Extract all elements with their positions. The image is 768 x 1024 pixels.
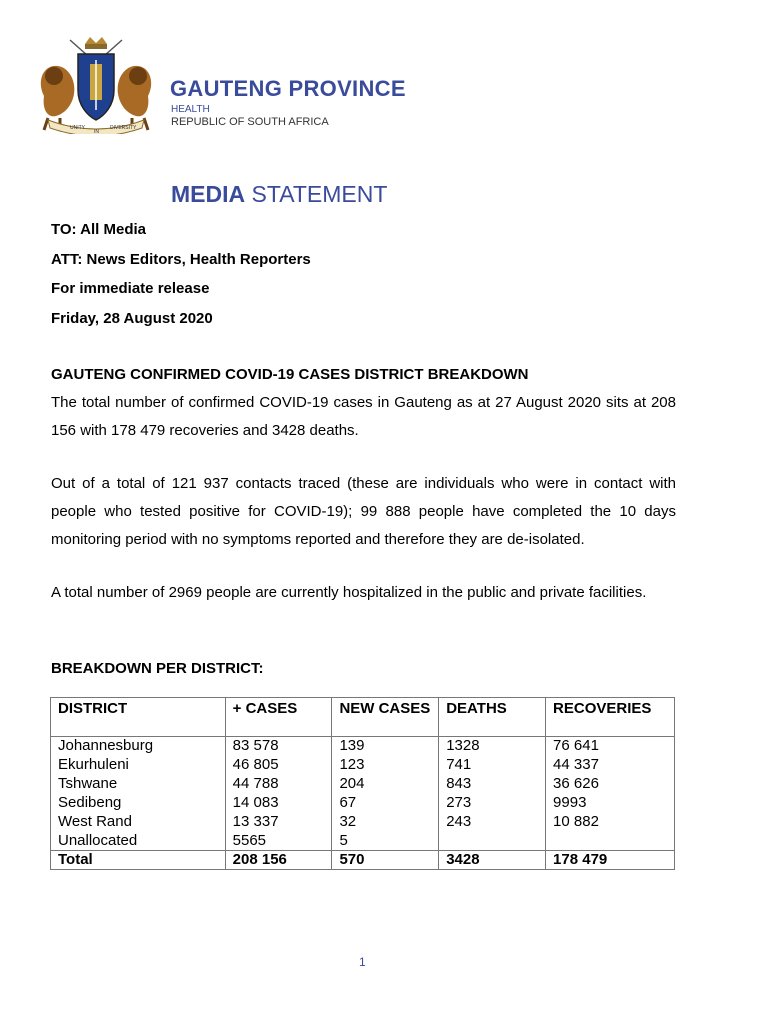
cell-new-cases: 204 bbox=[332, 775, 439, 794]
table-row bbox=[51, 813, 675, 832]
page-number: 1 bbox=[359, 955, 366, 969]
cell-deaths: 843 bbox=[439, 775, 546, 794]
department-label: HEALTH bbox=[171, 104, 210, 115]
cell-deaths: 273 bbox=[439, 794, 546, 813]
cell-district: West Rand bbox=[51, 813, 226, 832]
header-new-cases: NEW CASES bbox=[332, 698, 439, 737]
attention-line: ATT: News Editors, Health Reporters bbox=[51, 251, 311, 268]
right-lion-icon bbox=[118, 66, 152, 130]
cell-cases: 5565 bbox=[225, 832, 332, 851]
cell-recoveries bbox=[546, 832, 675, 851]
media-statement-title bbox=[171, 181, 387, 208]
paragraph-contacts-traced: Out of a total of 121 937 contacts traced (these are individuals who were in contact with people who tested positive for COVID-19); 99 888 people have completed the 10 days monitoring period with no symptoms reported and therefore they are de-isolated. bbox=[51, 475, 676, 548]
table-row bbox=[51, 737, 675, 756]
media-statement-regular: STATEMENT bbox=[245, 181, 388, 207]
cell-new-cases: 139 bbox=[332, 737, 439, 756]
cell-cases: 46 805 bbox=[225, 756, 332, 775]
cell-cases: 14 083 bbox=[225, 794, 332, 813]
province-title: GAUTENG PROVINCE bbox=[170, 76, 406, 101]
district-breakdown-table bbox=[50, 697, 675, 870]
breakdown-title: BREAKDOWN PER DISTRICT: bbox=[51, 660, 264, 677]
total-recoveries: 178 479 bbox=[546, 851, 675, 870]
cell-new-cases: 67 bbox=[332, 794, 439, 813]
paragraph-hospitalized: A total number of 2969 people are currently hospitalized in the public and private facilities. bbox=[51, 584, 647, 601]
cell-district: Ekurhuleni bbox=[51, 756, 226, 775]
cell-recoveries: 76 641 bbox=[546, 737, 675, 756]
media-statement-bold: MEDIA bbox=[171, 181, 246, 207]
header-recoveries: RECOVERIES bbox=[546, 698, 675, 737]
table-row bbox=[51, 832, 675, 851]
gauteng-coat-of-arms bbox=[30, 34, 162, 134]
cell-deaths: 741 bbox=[439, 756, 546, 775]
motto-scroll bbox=[48, 120, 144, 134]
cell-new-cases: 123 bbox=[332, 756, 439, 775]
table-header-row bbox=[51, 698, 675, 737]
cell-district: Tshwane bbox=[51, 775, 226, 794]
table-row bbox=[51, 794, 675, 813]
total-new-cases: 570 bbox=[332, 851, 439, 870]
total-label: Total bbox=[51, 851, 226, 870]
table-row bbox=[51, 756, 675, 775]
cell-cases: 44 788 bbox=[225, 775, 332, 794]
cell-recoveries: 9993 bbox=[546, 794, 675, 813]
motto-right: DIVERSITY bbox=[110, 125, 137, 131]
cell-recoveries: 10 882 bbox=[546, 813, 675, 832]
cell-cases: 13 337 bbox=[225, 813, 332, 832]
cell-recoveries: 36 626 bbox=[546, 775, 675, 794]
cell-recoveries: 44 337 bbox=[546, 756, 675, 775]
cell-district: Johannesburg bbox=[51, 737, 226, 756]
table-total-row bbox=[51, 851, 675, 870]
header-cases: + CASES bbox=[225, 698, 332, 737]
cell-cases: 83 578 bbox=[225, 737, 332, 756]
crown-icon bbox=[85, 37, 107, 49]
country-label: REPUBLIC OF SOUTH AFRICA bbox=[171, 116, 329, 128]
header-deaths: DEATHS bbox=[439, 698, 546, 737]
motto-left: UNITY bbox=[70, 125, 85, 131]
cell-deaths: 1328 bbox=[439, 737, 546, 756]
paragraph-cases-summary: The total number of confirmed COVID-19 cases in Gauteng as at 27 August 2020 sits at 208 156 with 178 479 recoveries and 3428 deaths. bbox=[51, 394, 676, 439]
section-heading: GAUTENG CONFIRMED COVID-19 CASES DISTRICT BREAKDOWN bbox=[51, 366, 529, 383]
table-row bbox=[51, 775, 675, 794]
total-deaths: 3428 bbox=[439, 851, 546, 870]
date-line: Friday, 28 August 2020 bbox=[51, 310, 213, 327]
cell-district: Sedibeng bbox=[51, 794, 226, 813]
header-district: DISTRICT bbox=[51, 698, 226, 737]
left-lion-icon bbox=[41, 66, 75, 130]
total-cases: 208 156 bbox=[225, 851, 332, 870]
cell-deaths bbox=[439, 832, 546, 851]
recipient-line: TO: All Media bbox=[51, 221, 147, 238]
cell-new-cases: 5 bbox=[332, 832, 439, 851]
cell-deaths: 243 bbox=[439, 813, 546, 832]
motto-center: IN bbox=[94, 129, 99, 134]
cell-district: Unallocated bbox=[51, 832, 226, 851]
shield-icon bbox=[78, 54, 114, 120]
cell-new-cases: 32 bbox=[332, 813, 439, 832]
release-line: For immediate release bbox=[51, 280, 210, 297]
